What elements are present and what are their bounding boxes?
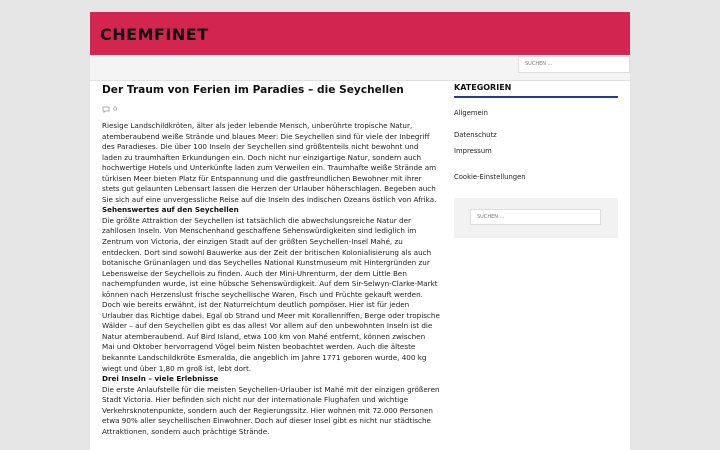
comment-icon[interactable] [102,106,110,113]
post-paragraph: Die erste Anlaufstelle für die meisten Seychellen-Urlauber ist Mahé mit der einzigen größeren Stadt Victoria. Hier befinden sich nicht nur der internationale Flughafen und wichtige Verkehrsknotenpunkte, sondern auch der Regierungssitz. Hier wohnen mit 72.000 Personen etwa 90% aller seychellischen Einwohner. Doch auf dieser Insel gibt es nicht nur städtische Attraktionen, sondern auch prächtige Strände. [102,384,440,436]
sidebar-search-widget [454,198,618,238]
category-link[interactable]: Impressum [454,147,492,155]
page-container [90,12,630,450]
category-link[interactable]: Cookie-Einstellungen [454,173,526,181]
top-bar [90,55,630,81]
post-body [102,121,440,437]
site-title[interactable]: CHEMFINET [100,25,209,44]
post-paragraph: Riesige Landschildkröten, älter als jeder lebende Mensch, unberührte tropische Natur, atemberaubend weiße Strände und blaues Meer: Die Seychellen sind für viele der Inbegriff des Paradieses. Die über 100 Inseln der Seychellen sind größtenteils nicht bewohnt und laden zu traumhaften Erkundungen ein. Doch nicht nur einzigartige Natur, sondern auch hochwertige Hotels und Unterkünfte laden zum Verweilen ein. Traumhafte weiße Strände am türkisen Meer bieten Platz für Entspannung und die gastfreundlichen Bewohner mit ihrer stets gut gelaunten Lebensart lassen die Herzen der Urlauber höherschlagen. Begeben auch Sie sich auf eine unvergessliche Reise auf die Inseln des indischen Ozeans östlich von Afrika. [102,121,437,204]
category-link[interactable]: Datenschutz [454,131,497,139]
categories-list [454,105,618,185]
post-subheading: Drei Inseln – viele Erlebnisse [102,374,219,384]
main-content [102,83,440,437]
comment-count[interactable]: 0 [113,105,118,113]
category-link[interactable]: Allgemein [454,109,488,117]
post-subheading: Sehenswertes auf den Seychellen [102,205,239,215]
top-search-input[interactable]: SUCHEN ... [518,56,630,73]
post-paragraph: Die größte Attraktion der Seychellen ist tatsächlich die abwechslungsreiche Natur der zahllosen Inseln. Von Menschenhand geschaffene Sehenswürdigkeiten sind lediglich im Zentrum von Victoria, der einzigen Stadt auf der größten Seychellen-Insel Mahé, zu entdecken. Dort sind sowohl Bauwerke aus der Zeit der britischen Kolonialisierung als auch botanische Grünanlagen und das Seychelles National Kunstmuseum mit Hintergründen zur Lebensweise der Seychellois zu finden. Auch der Mini-Uhrenturm, der dem Little Ben nachempfunden wurde, ist eine hübsche Sehenswürdigkeit. Auf dem Sir-Selwyn-Clarke-Markt können nach Herzenslust frische seychellische Waren, Fisch und Früchte gekauft werden. [102,215,438,299]
categories-widget-title: KATEGORIEN [454,83,618,98]
post-paragraph: Doch wie bereits erwähnt, ist der Naturreichtum deutlich pompöser. Hier ist für jeden Urlauber das Richtige dabei. Egal ob Strand und Meer mit Korallenriffen, Berge oder tropische Wälder – auf den Seychellen gibt es das alles! Vor allem auf den unbewohnten Inseln ist die Natur atemberaubend. Auf Bird Island, etwa 100 km von Mahé entfernt, können zwischen Mai und Oktober hervorragend Vögel beim Nisten beobachtet werden. Auch die älteste bekannte Landschildkröte Esmeralda, die angeblich im Jahre 1771 geboren wurde, 400 kg wiegt und über 1,80 m groß ist, lebt dort. [102,300,440,373]
post-title: Der Traum von Ferien im Paradies – die Seychellen [102,84,404,96]
sidebar-search-input[interactable]: SUCHEN ... [470,209,601,225]
sidebar [454,83,618,238]
post-meta [102,104,440,114]
site-header [90,12,630,55]
